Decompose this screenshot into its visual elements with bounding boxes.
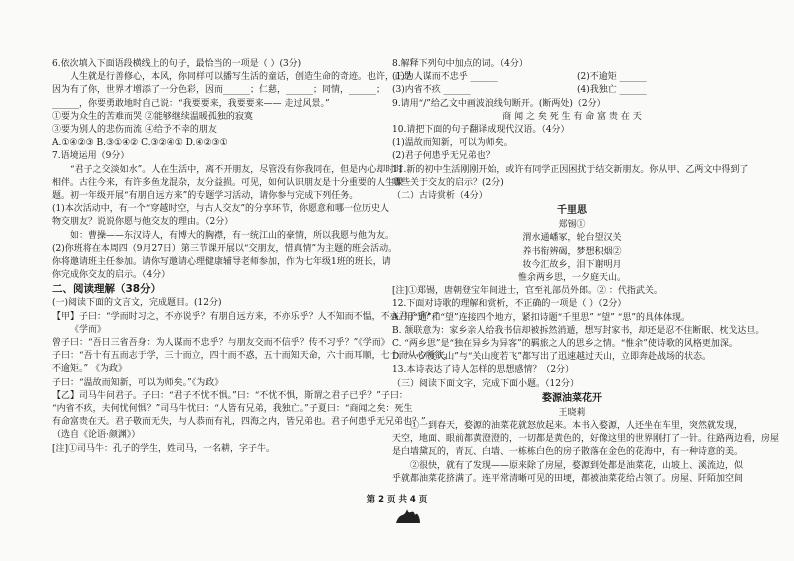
text-line: 不逾矩。” 《为政》 <box>52 364 127 375</box>
passage-title: 千里思 <box>557 205 587 217</box>
text-line: 12.下面对诗歌的理解和赏析，不正确的一项是（ ）（2分） <box>392 299 627 310</box>
word-items <box>392 71 752 97</box>
text-line: ______，你要勇敢地时自己说：“我要要来，我要要来—— 走过风景。” <box>52 98 330 109</box>
text-line: 9.请用“/”给乙文中画波浪线句断开。(断两处)（2分） <box>392 98 606 109</box>
word-item: (2)不逾矩 ______ <box>577 72 647 83</box>
text-line: 是白墙黛瓦的，青瓦、白墙、一栋栋白色的房子散落在金色的花海中，有一种诗意的美。 <box>392 447 744 458</box>
text-line: A. 用“通”和“望”连接四个地方，紧扣诗题“千里思” “望” “思”的具体体现。 <box>392 312 690 323</box>
page-number: 第 2 页 共 4 页 <box>366 495 428 505</box>
text-line: (2)君子何患乎无兄弟也？ <box>392 151 495 162</box>
text-line: 题。初一年级开展“有朋自远方来”的专题学习活动，请你参与完成下列任务。 <box>52 191 359 202</box>
text-line: 郑锡① <box>558 220 586 231</box>
text-line: 哪些关于交友的启示？(2分) <box>392 177 504 188</box>
text-line: “内省不疚，夫何忧何惧？”司马牛忧曰：“人皆有兄弟，我独亡。”子夏曰：“商闻之矣：死生 <box>52 404 413 415</box>
text-line: （选自《论语·颜渊》） <box>52 430 141 441</box>
text-line: (2)你班将在本周四（9月27日）第三节课开展以“交朋友，惜真情”为主题的班会活动。 <box>52 243 398 254</box>
text-line: 6.依次填入下面语段横线上的句子，最恰当的一项是（ ）(3分) <box>52 59 302 69</box>
text-line: 惟余两乡思，一夕庭天山。 <box>517 273 626 284</box>
text-line: B. 颔联意为：家乡亲人给我书信却被拆然消遁，想写封家书，却还是忍不住断眠、枕戈达旦。 <box>392 325 765 336</box>
text-line: 商 闻 之 矣 死 生 有 命 富 贵 在 天 <box>502 111 642 122</box>
text-line: 人生就是行善修心，本风，你同样可以播写生活的童话，创造生命的奇迹。也许，正是 <box>70 72 413 83</box>
text-line: (一)阅读下面的文言文，完成题目。(12分) <box>52 298 222 309</box>
text-line: “君子之交淡如水”。人在生活中，离不开朋友，尽管没有你我同在，但是内心却时时 <box>70 164 404 175</box>
text-line: (1)本次活动中，有一个“穿越时空，与古人交友”的分享环节，你愿意和哪一位历史人 <box>52 204 389 215</box>
text-line: ①一到春天，婺源的油菜花就怒放起来。本书入婺源，人还坐在车里，突然就发现， <box>410 421 744 432</box>
text-line: 13.本诗表达了诗人怎样的思想感情？（2分） <box>392 365 575 376</box>
text-line: ③要为别人的悲伤而流 ④给予不幸的朋友 <box>52 125 217 136</box>
text-line: 天空，地面、眼前都黄澄澄的，一切都是黄色的，好像这里的世界刚打了一针。往路两边看，房屋 <box>392 434 780 445</box>
text-line: 【乙】司马牛问君子。子曰：“君子不忧不惧。”曰：“不忧不惧，斯谓之君子已乎？”子曰： <box>52 390 408 401</box>
text-line: 曾子曰：“吾日三省吾身：为人谋而不忠乎？与朋友交而不信乎？传不习乎？”《学而》 <box>52 338 390 349</box>
text-line: （三）阅读下面文字，完成下面小题。（12分） <box>392 378 579 389</box>
ink-smudge-icon <box>394 505 422 527</box>
text-line: 10.请把下面的句子翻译成现代汉语。（4分） <box>392 125 570 136</box>
passage-title: 婺源油菜花开 <box>542 392 602 404</box>
text-line: 养书衔辨碣，梦想积烟② <box>522 246 622 257</box>
text-line: ①要为众生的苦难而哭 ②能够继续温暖孤独的寂寞 <box>52 111 253 122</box>
text-line: 8.解释下列句中加点的词。（4分） <box>392 59 528 69</box>
text-line: （二）古诗赏析（4分） <box>392 191 488 202</box>
text-line: 因为有了你，世界才增添了一分色彩，因而______；仁慈，______；同情，______； <box>52 85 386 96</box>
right-column <box>392 58 780 486</box>
text-line: 《学而》 <box>70 324 107 335</box>
text-line: (1)温故而知新，可以为师矣。 <box>392 138 513 149</box>
text-line: 【甲】子曰：“学而时习之，不亦说乎？有朋自远方来，不亦乐乎？人不知而不愠，不亦君子乎？” <box>52 311 440 322</box>
text-line: 你完成你交友的启示。（4分） <box>52 270 171 281</box>
text-line: [注]①司马牛：孔子的学生，姓司马，一名耕，字子牛。 <box>52 443 276 454</box>
word-item: (1)为人谋而不忠乎 ______ <box>392 72 498 83</box>
section-heading: 二、阅读理解（38分） <box>52 283 162 296</box>
text-line: C. “两乡思”是“独在异乡为异客”的羁旅之人的思乡之情。“惟余”使诗歌的风格更加深。 <box>392 339 738 350</box>
text-line: [注]①郑锡，唐朝登宝年间进士，官至礼部员外郎。② ：代指武关。 <box>392 286 663 297</box>
text-line: 乎就都油菜花挤满了。连平常清晰可见的田埂，都被油菜花给占领了。房屋、阡陌加空间 <box>392 473 744 484</box>
text-line: 如：曹操——东汉诗人，有博大的胸襟，有一统江山的豪情，所以我愿与他为友。 <box>70 230 395 241</box>
word-item: (4)我独亡 ______ <box>577 85 647 96</box>
text-line: 11.新的初中生活刚刚开始，或许有同学正因困扰于结交新朋友。你从甲、乙两文中得到了 <box>392 164 749 175</box>
text-line: 物交朋友？说说你愿与他交友的理由。（2分） <box>52 217 234 228</box>
text-line: D. “一夕度天山”与“关山度若飞”都写出了迅速越过天山，立即奔赴战场的状态。 <box>392 352 712 363</box>
text-line: 王晓莉 <box>558 407 586 418</box>
text-line: 子曰：“温故而知新，可以为师矣。”《为政》 <box>52 377 224 388</box>
text-line: ②很快，就有了发现——原来除了房屋，婺源到处都是油菜花，山坡上、溪流边，似 <box>410 460 744 471</box>
text-line: 渭水通嶓冢，轮台望汉关 <box>522 233 622 244</box>
text-line: 你将邀请班主任参加。请你写邀请心理健康辅导老师参加，作为七年级1班的班长，请 <box>52 257 391 268</box>
text-line: 7.语境运用（9分） <box>52 151 130 162</box>
text-line: 妆今汇故乡，泪下谢明月 <box>522 259 622 270</box>
text-line: 子曰：“吾十有五而志于学，三十而立，四十而不惑，五十而知天命，六十而耳顺，七十而从心所欲， <box>52 351 453 362</box>
text-line: A.①④②③ B.③①④② C.③②④① D.④②③① <box>52 138 228 149</box>
text-line: 相伴。古往今来，有许多鱼龙混杂，友分益损。可见，如何认识朋友是十分重要的人生课 <box>52 177 404 188</box>
text-line: 有命富贵在天。君子敬而无失，与人恭而有礼，四海之内，皆兄弟也。君子何患乎无兄弟也？” <box>52 417 426 428</box>
word-item: (3)内省不疚 ______ <box>392 85 471 96</box>
